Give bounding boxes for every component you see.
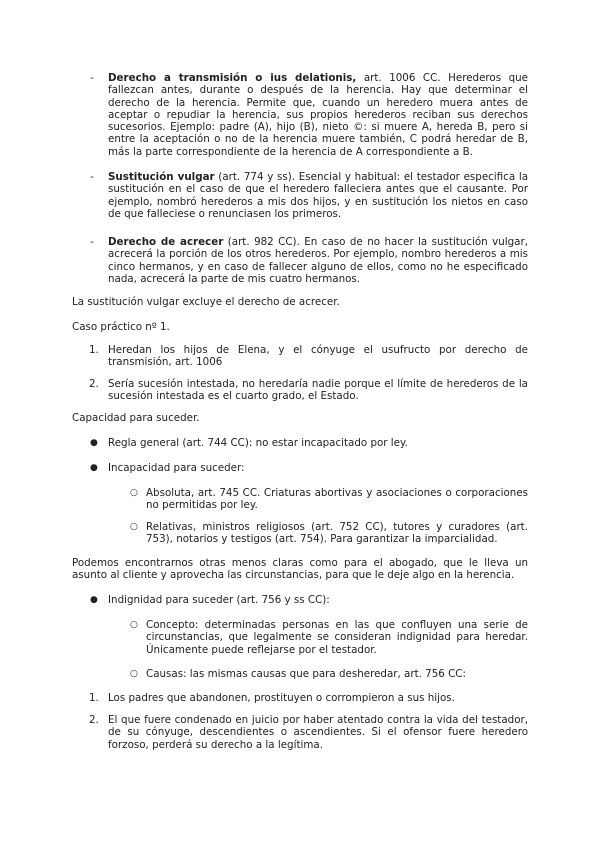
sustitucion-vulgar-term: Sustitución vulgar [108,171,215,183]
derecho-acrecer-paragraph [108,236,528,285]
indignity-concept: Concepto: determinadas personas en las que confluyen una serie de circunstancias, que legalmente se consideran indignidad para heredar. Únicamente puede reflejarse por el testador. [146,619,528,656]
capacity-incapacity: Incapacidad para suceder: [108,462,245,474]
case-item: Sería sucesión intestada, no heredaría nadie porque el límite de herederos de la sucesión intestada es el cuarto grado, el Estado. [108,378,528,403]
circle-marker: ○ [130,620,138,630]
indignity-title: Indignidad para suceder (art. 756 y ss CC): [108,594,330,606]
indignity-causes: Causas: las mismas causas que para desheredar, art. 756 CC: [146,668,466,680]
ius-delationis-paragraph [108,72,528,158]
cause-number: 2. [89,714,99,726]
bullet-marker: ● [90,463,98,473]
incapacity-relative: Relativas, ministros religiosos (art. 752 CC), tutores y curadores (art. 753), notarios y testigos (art. 754). Para garantizar la imparcialidad. [146,521,528,546]
derecho-acrecer-term: Derecho de acrecer [108,236,224,248]
cause-item: Los padres que abandonen, prostituyen o corrompieron a sus hijos. [108,692,455,704]
circle-marker: ○ [130,522,138,532]
case-title: Caso práctico nº 1. [72,321,170,333]
sustitucion-vulgar-paragraph [108,171,528,220]
case-item-number: 2. [89,378,99,390]
cause-number: 1. [89,692,99,704]
lawyer-note: Podemos encontrarnos otras menos claras como para el abogado, que le lleva un asunto al cliente y aprovecha las circunstancias, para que le deje algo en la herencia. [72,557,528,582]
ius-delationis-term: Derecho a transmisión o ius delationis, [108,72,357,84]
capacity-title: Capacidad para suceder. [72,412,200,424]
capacity-general-rule: Regla general (art. 744 CC): no estar incapacitado por ley. [108,437,408,449]
sustitucion-vulgar-text: (art. 774 y ss). Esencial y habitual: el testador especifica la sustitución en el caso de que el heredero falleciera antes que el causante. Por ejemplo, nombró herederos a mis dos hijos, y en sustitución los nietos en caso de que falleciese o renunciasen los primeros. [108,171,529,220]
case-item-number: 1. [89,344,99,356]
ius-delationis-text: art. 1006 CC. Herederos que fallezcan antes, durante o después de la herencia. Hay que determinar el derecho de la herencia. Permite que, cuando un heredero muera antes de aceptar o repudiar la herencia, sus propios herederos reciban sus derechos sucesorios. Ejemplo: padre (A), hijo (B), nieto ©: si muere A, hereda B, pero si entre la aceptación o no de la herencia muere también, C podrá heredar de B, más la parte correspondiente de la herencia de A correspondiente a B. [108,72,528,158]
incapacity-absolute: Absoluta, art. 745 CC. Criaturas abortivas y asociaciones o corporaciones no permitidas por ley. [146,487,528,512]
bullet-marker: ● [90,595,98,605]
dash-marker: - [90,236,94,248]
derecho-acrecer-text: (art. 982 CC). En caso de no hacer la sustitución vulgar, acrecerá la porción de los otros herederos. Por ejemplo, nombro herederos a mis cinco hermanos, y en caso de fallecer alguno de ellos, como no he especificado nada, acrecerá la parte de mis cuatro hermanos. [108,236,529,285]
dash-marker: - [90,72,94,84]
bullet-marker: ● [90,438,98,448]
case-item: Heredan los hijos de Elena, y el cónyuge el usufructo por derecho de transmisión, art. 1006 [108,344,528,369]
circle-marker: ○ [130,669,138,679]
exclusion-note: La sustitución vulgar excluye el derecho de acrecer. [72,296,340,308]
dash-marker: - [90,171,94,183]
cause-item: El que fuere condenado en juicio por haber atentado contra la vida del testador, de su cónyuge, descendientes o ascendientes. Si el ofensor fuere heredero forzoso, perderá su derecho a la legítima. [108,714,528,751]
circle-marker: ○ [130,488,138,498]
